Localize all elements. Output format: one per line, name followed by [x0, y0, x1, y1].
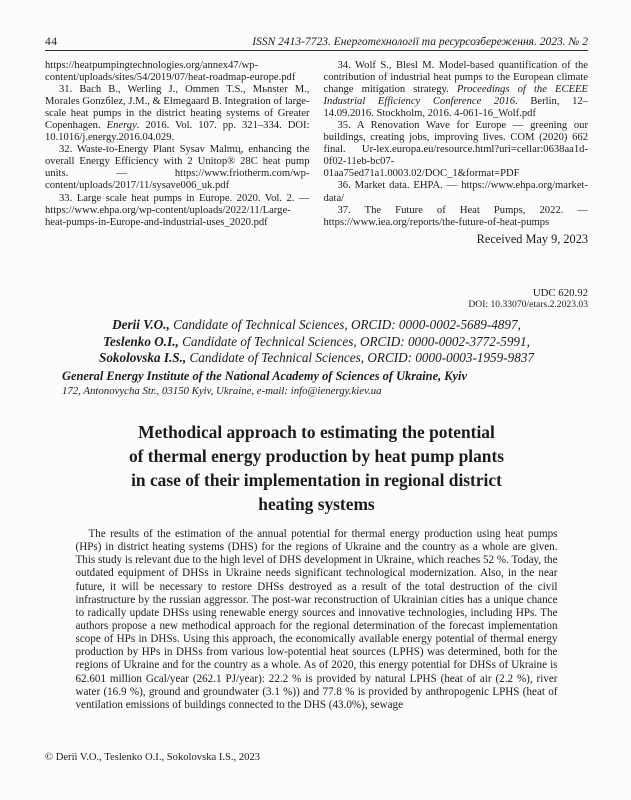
reference-30-continuation: https://heatpumpingtechnologies.org/annex47/wp-content/uploads/sites/54/2019/07/heat-roadmap-europe.pdf: [45, 60, 296, 84]
received-date: Received May 9, 2023: [476, 231, 588, 246]
author-name: Teslenko O.I.,: [103, 333, 179, 349]
reference-34: [324, 60, 589, 120]
udc-code: UDC 620.92: [532, 286, 588, 299]
article-meta: [45, 287, 588, 311]
reference-32: 32. Waste-to-Energy Plant Sysav Malmц, enhancing the overall Energy Efficiency with 2 Unitop® 28C heat pump units. — https://www.friotherm.com/wp-content/uploads/2017/11/sysave006_uk.pdf: [45, 144, 310, 192]
references-right-column: [324, 60, 589, 247]
affiliation-address: 172, Antonovycha Str., 03150 Kyiv, Ukraine, e-mail: info@ienergy.kiev.ua: [62, 384, 382, 397]
article-title-line: heating systems: [258, 493, 375, 514]
reference-31-text: 31. Bach B., Werling J., Ommen T.S., Mьnster M., Morales Gonzбlez, J.M., & Elmegaard B. Integration of large-scale heat pumps in the district heating systems of Greater Copenhagen.: [45, 84, 310, 132]
reference-34-text: 34. Wolf S., Blesl M. Model-based quantification of the contribution of industrial heat pumps to the European climate change mitigation strategy.: [323, 60, 588, 96]
reference-34-proceedings: Proceedings of the ECEEE Industrial Efficiency Conference 2016: [323, 84, 588, 108]
reference-31-tail: . 2016. Vol. 107. pp. 321–334. DOI: 10.1016/j.energy.2016.04.029.: [45, 120, 310, 144]
running-head: [45, 36, 588, 51]
reference-31-journal: Energy: [106, 120, 137, 132]
author-line: [45, 334, 588, 350]
reference-35: 35. A Renovation Wave for Europe — greening our buildings, creating jobs, improving lives. COM (2020) 662 final. Ur-lex.europa.eu/resource.html?uri=cellar:0638aa1d-0f02-11eb-bc07-01aa75ed71a1.0003.02/DOC_1&format=PDF: [323, 120, 588, 180]
affiliation-institute: General Energy Institute of the National Academy of Sciences of Ukraine, Kyiv: [62, 369, 467, 384]
reference-34-tail: . Berlin, 12–14.09.2016. Stockholm, 2016. 4-061-16_Wolf.pdf: [323, 96, 588, 120]
journal-title-line: ISSN 2413-7723. Енерготехнології та ресурсозбереження. 2023. № 2: [252, 36, 588, 48]
reference-36: 36. Market data. EHPA. — https://www.ehpa.org/market-data/: [323, 180, 588, 204]
reference-31: [45, 84, 310, 144]
abstract-paragraph: The results of the estimation of the annual potential for thermal energy production using heat pumps (HPs) in district heating systems (DHS) for the regions of Ukraine and the country as a whole are given. This study is relevant due to the high level of DHS development in Ukraine, which reaches 52 %. Today, the outdated equipment of DHSs in Ukraine needs significant technological modernization. Also, in the near future, it will be necessary to restore DHSs destroyed as a result of the total destruction of the civil infrastructure by the russian aggressor. The post-war reconstruction of Ukrainian cities has a unique chance to radically update DHSs using renewable energy sources and innovative technologies, including HPs. The authors propose a new methodical approach for the regional determination of the forecast implementation scope of HPs in DHSs. Using this approach, the economically available energy potential of thermal energy production by HPs in DHSs from various low-potential heat sources (LPHS) was determined, both for the regions of Ukraine and for the country as a whole. As of 2020, this energy potential for DHSs of Ukraine is 62.601 million Gcal/year (262.1 PJ/year): 22.2 % is provided by natural LPHS (heat of air (2.2 %), river water (16.9 %), ground and groundwater (3.1 %)) and 77.8 % is provided by anthropogenic LPHS (heat of ventilation emissions of buildings connected to the DHS (43.0%), sewage: [75, 527, 558, 711]
page-number: 44: [45, 36, 58, 48]
article-title-line: in case of their implementation in regional district: [131, 469, 502, 490]
doi-line: DOI: 10.33070/etars.2.2023.03: [468, 299, 588, 311]
authors-block: [45, 317, 588, 366]
author-details: Candidate of Technical Sciences, ORCID: 0000-0002-5689-4897,: [173, 317, 521, 333]
author-line: [45, 317, 588, 333]
author-name: Derii V.O.,: [112, 317, 170, 333]
author-line: [45, 350, 588, 366]
author-name: Sokolovska I.S.,: [98, 349, 187, 365]
references-left-column: [45, 60, 310, 247]
author-details: Candidate of Technical Sciences, ORCID: 0000-0002-3772-5991,: [182, 333, 530, 349]
references-section: [45, 60, 588, 247]
reference-37: 37. The Future of Heat Pumps, 2022. — https://www.iea.org/reports/the-future-of-heat-pumps: [323, 204, 588, 228]
article-title-line: Methodical approach to estimating the potential: [138, 421, 495, 442]
article-title: [45, 420, 588, 516]
author-details: Candidate of Technical Sciences, ORCID: 0000-0003-1959-9837: [189, 349, 535, 365]
reference-33: 33. Large scale heat pumps in Europe. 2020. Vol. 2. — https://www.ehpa.org/wp-content/uploads/2022/11/Large-heat-pumps-in-Europe-and-industrial-uses_2020.pdf: [45, 192, 310, 228]
copyright-line: © Derii V.O., Teslenko O.I., Sokolovska I.S., 2023: [45, 752, 261, 763]
article-title-line: of thermal energy production by heat pump plants: [128, 445, 505, 466]
